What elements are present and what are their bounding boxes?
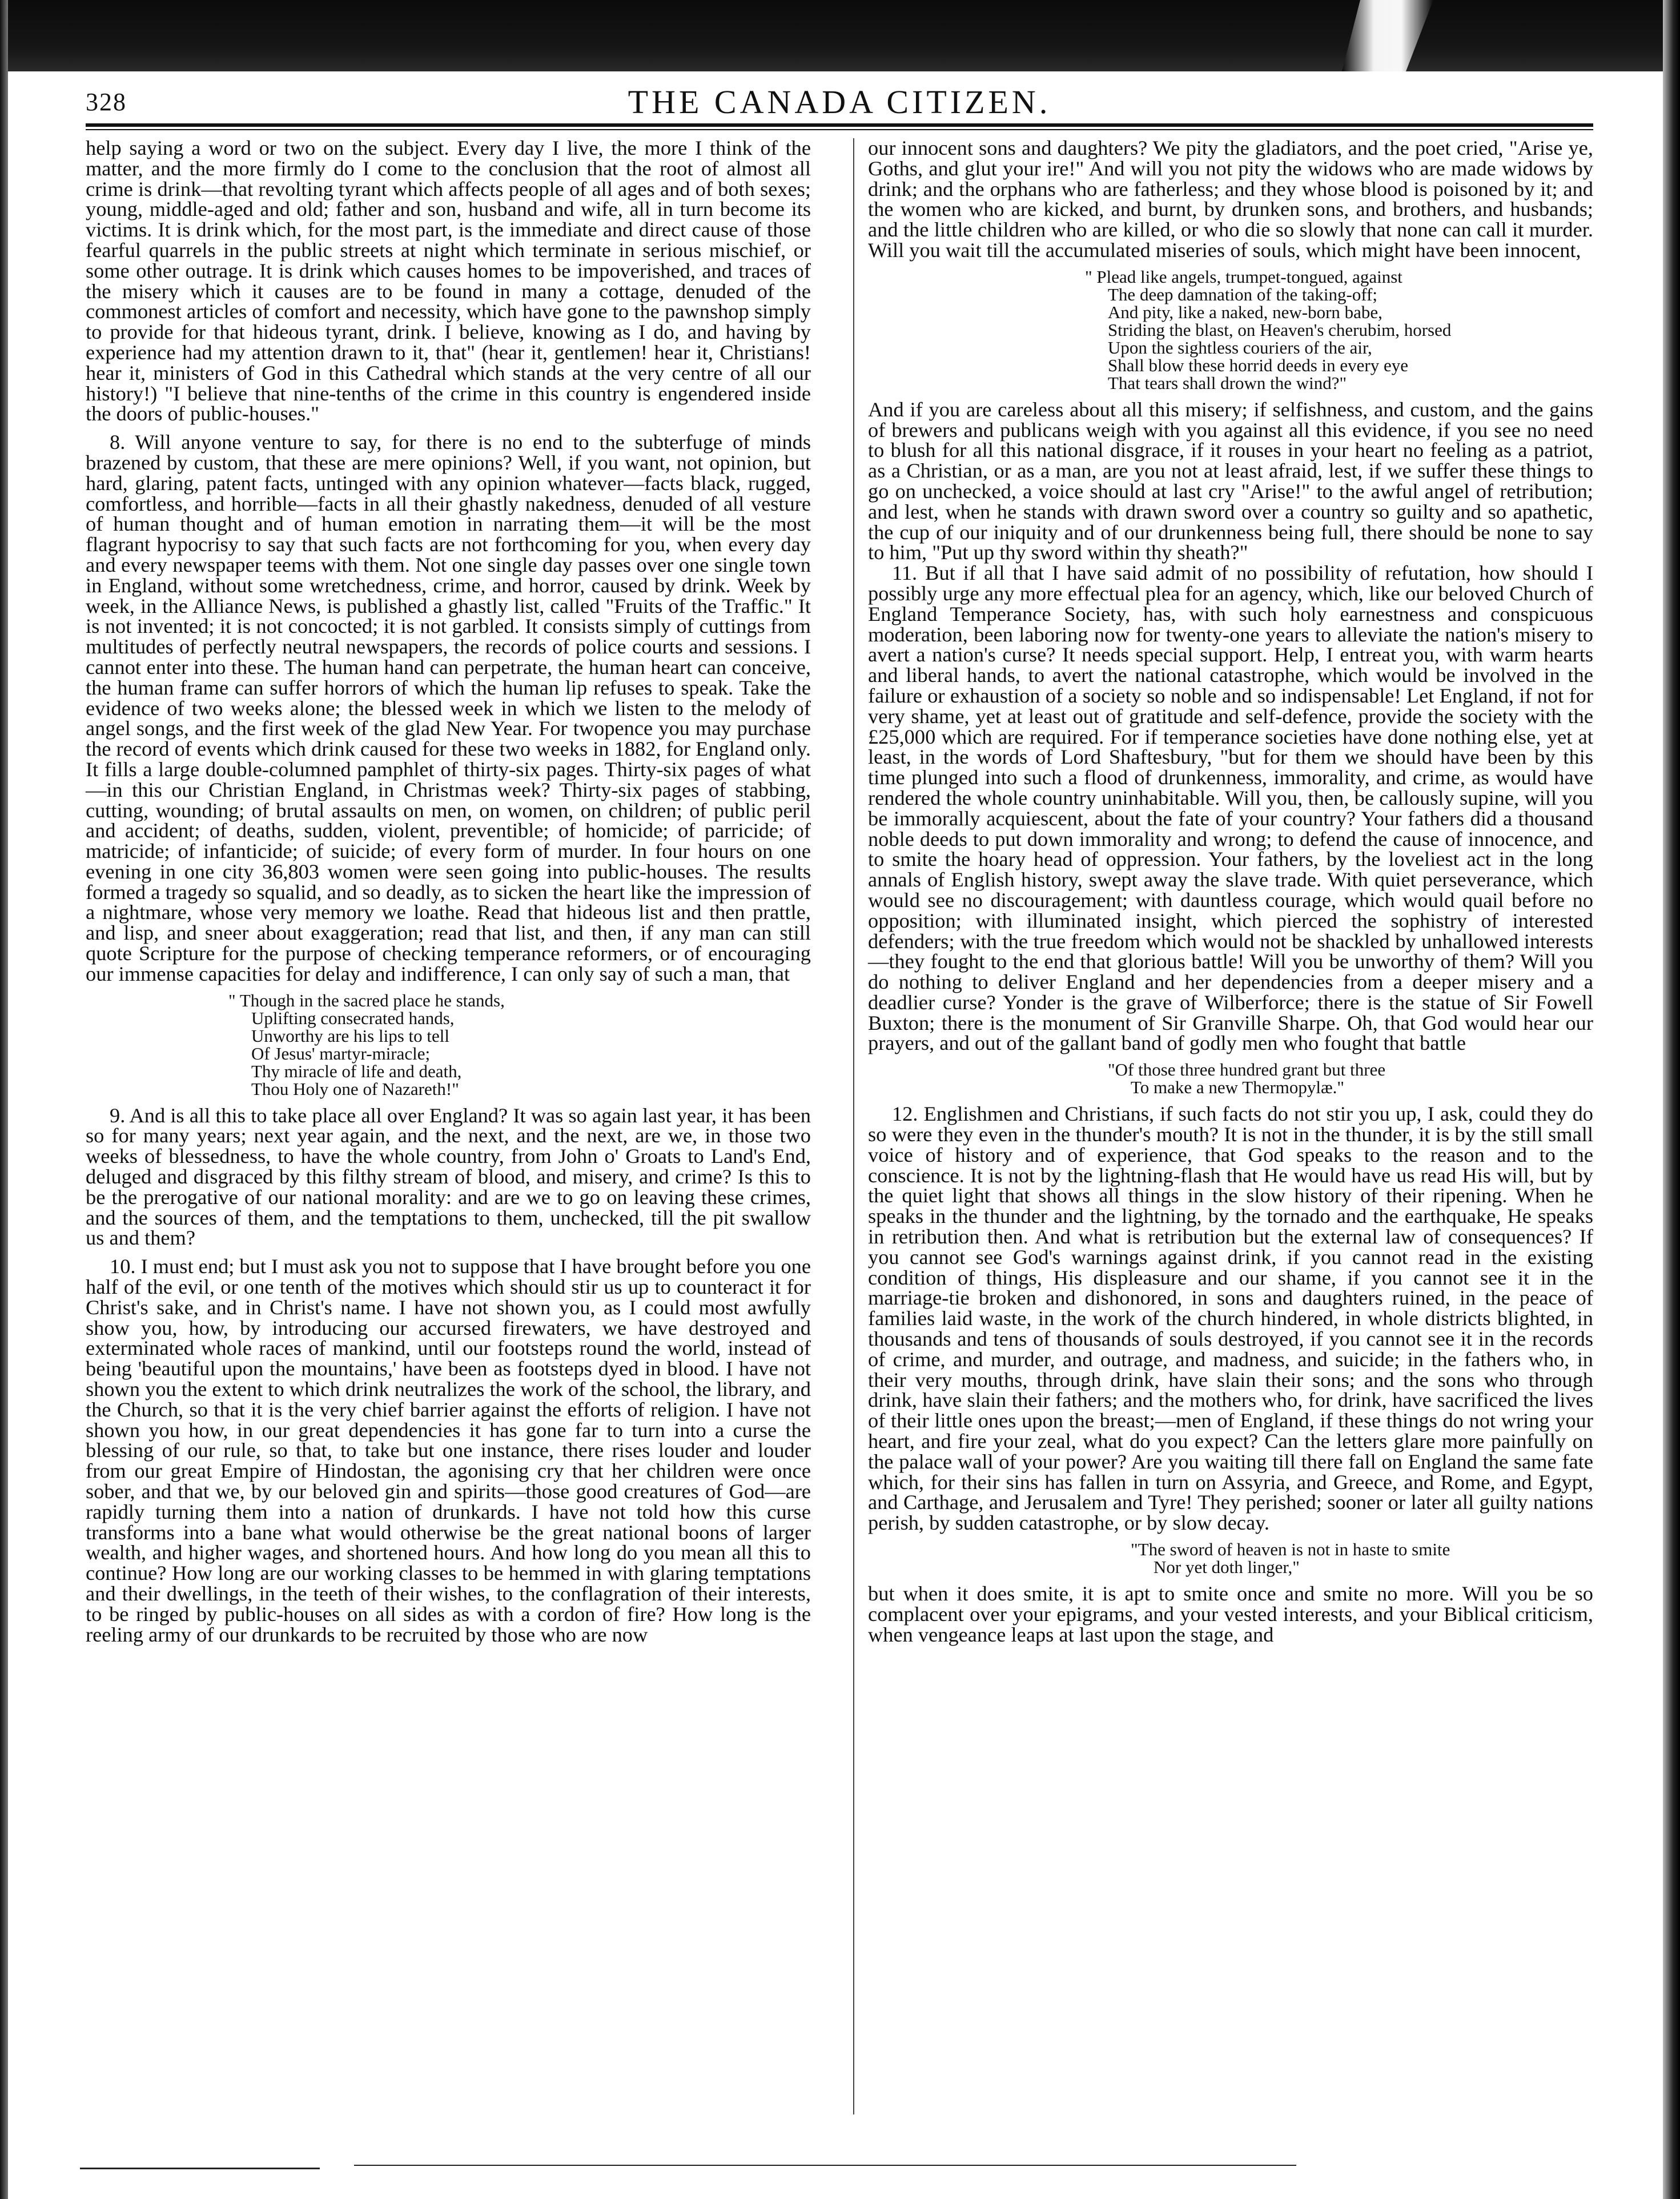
verse-quotation bbox=[868, 268, 1593, 392]
paragraph-continued: And if you are careless about all this misery; if selfishness, and custom, and the gains of brewers and publicans weigh with you against all this evidence, if you see no need to blush for all this national disgrace, if it rouses in your heart no feeling as a patriot, as a Christian, or as a man, are you not at least afraid, lest, if we suffer these things to go on unchecked, a voice should at last cry "Arise!" to the awful angel of retribution; and lest, when he stands with drawn sword over a country so guilty and so apathetic, the cup of our iniquity and of our drunkenness being full, there should be none to say to him, "Put up thy sword within thy sheath?" bbox=[868, 398, 1593, 564]
paragraph-11: 11. But if all that I have said admit of no possibility of refutation, how should I possibly urge any more effectual plea for an agency, which, like our beloved Church of England Temperance Society, has, with such holy earnestness and conspicuous moderation, been laboring now for twenty-one years to alleviate the nation's misery to avert a nation's curse? It needs special support. Help, I entreat you, with warm hearts and liberal hands, to avert the national catastrophe, which would be involved in the failure or exhaustion of a society so noble and so indispensable! Let England, if not for very shame, yet at least out of gratitude and self-defence, provide the society with the £25,000 which are required. For if temperance societies have done nothing else, yet at least, in the words of Lord Shaftesbury, "but for them we should have been by this time plunged into such a flood of drunkenness, immorality, and crime, as would have rendered the whole country uninhabitable. Will you, then, be callously supine, will you be immorally acquiescent, about the fate of your country? Your fathers did a thousand noble deeds to put down immorality and wrong; to defend the cause of innocence, and to smite the hoary head of oppression. Your fathers, by the loveliest act in the long annals of English history, swept away the slave trade. With quiet perseverance, which would see no discouragement; with dauntless courage, which would quail before no opposition; with illuminated insight, which pierced the sophistry of interested defenders; with the true freedom which would not be shackled by unhallowed interests—they fought to the end that glorious battle! Will you be unworthy of them? Will you do nothing to deliver England and her dependencies from a deeper misery and a deadlier curse? Yonder is the grave of Wilberforce; there is the statue of Sir Fowell Buxton; there is the monument of Sir Granville Sharpe. Oh, that God would hear our prayers, and out of the gallant band of godly men who fought that battle bbox=[868, 561, 1593, 1055]
footer-rule bbox=[80, 2168, 320, 2169]
scan-dark-border-left bbox=[0, 0, 8, 2199]
footer-rule bbox=[354, 2165, 1296, 2166]
scan-torn-edge bbox=[1342, 0, 1433, 71]
header-rule bbox=[86, 123, 1593, 130]
verse-line: Striding the blast, on Heaven's cherubim, horsed bbox=[1108, 319, 1452, 340]
right-column bbox=[868, 138, 1593, 1645]
verse-line: Nor yet doth linger," bbox=[1154, 1557, 1300, 1578]
left-column bbox=[86, 138, 811, 1645]
page-header bbox=[86, 83, 1593, 129]
verse-line: "The sword of heaven is not in haste to smite bbox=[1131, 1539, 1450, 1560]
verse-line: Of Jesus' martyr-miracle; bbox=[251, 1043, 431, 1064]
column-divider bbox=[853, 138, 854, 2114]
verse-line: Uplifting consecrated hands, bbox=[251, 1008, 455, 1028]
verse-line: " Plead like angels, trumpet-tongued, against bbox=[1085, 266, 1402, 287]
verse-line: And pity, like a naked, new-born babe, bbox=[1108, 302, 1382, 322]
paragraph-8: 8. Will anyone venture to say, for there is no end to the subterfuge of minds brazened by custom, that these are mere opinions? Well, if you want, not opinion, but hard, glaring, patent facts, untinged with any opinion whatever—facts black, rugged, comfortless, and horrible—facts in all their ghastly nakedness, denuded of all vesture of human thought and of human emotion in narrating them—it will be the most flagrant hypocrisy to say that such facts are not forthcoming for you, when every day and every newspaper teems with them. Not one single day passes over one single town in England, without some wretchedness, crime, and horror, caused by drink. Week by week, in the Alliance News, is published a ghastly list, called "Fruits of the Traffic." It is not invented; it is not concocted; it is not garbled. It consists simply of cuttings from multitudes of perfectly neutral newspapers, the records of police courts and sessions. I cannot enter into these. The human hand can perpetrate, the human heart can conceive, the human frame can suffer horrors of which the human lip refuses to speak. Take the evidence of two weeks alone; the blessed week in which we listen to the melody of angel songs, and the first week of the glad New Year. For twopence you may purchase the record of events which drink caused for these two weeks in 1882, for England only. It fills a large double-columned pamphlet of thirty-six pages. Thirty-six pages of what—in this our Christian England, in Christmas week? Thirty-six pages of stabbing, cutting, wounding; of brutal assaults on men, on women, on children; of public peril and accident; of deaths, sudden, violent, preventible; of homicide; of parricide; of matricide; of infanticide; of suicide; of every form of murder. In four hours on one evening in one city 36,803 women were seen going into public-houses. The results formed a tragedy so squalid, and so deadly, as to sicken the heart like the impression of a nightmare, whose very memory we loathe. Read that hideous list and then prattle, and lisp, and sneer about exaggeration; read that list, and then, if any man can still quote Scripture for the purpose of checking temperance reformers, or of encouraging our immense capacities for delay and indifference, I can only say of such a man, that bbox=[86, 431, 811, 985]
masthead-title: THE CANADA CITIZEN. bbox=[628, 83, 1051, 121]
verse-line: To make a new Thermopylæ." bbox=[1131, 1077, 1345, 1098]
page-number: 328 bbox=[86, 88, 127, 116]
verse-quotation bbox=[86, 992, 811, 1098]
scan-dark-border-top bbox=[0, 0, 1680, 71]
verse-line: The deep damnation of the taking-off; bbox=[1108, 284, 1378, 304]
verse-line: Upon the sightless couriers of the air, bbox=[1108, 337, 1372, 358]
paragraph-12: 12. Englishmen and Christians, if such facts do not stir you up, I ask, could they do so were they even in the thunder's mouth? It is not in the thunder, it is by the still small voice of history and of experience, that God speaks to the reason and to the conscience. It is not by the lightning-flash that He would have us read His will, but by the quiet light that shows all things in the slow history of their ripening. When he speaks in the thunder and the lightning, by the tornado and the earthquake, He speaks in retribution then. And what is retribution but the external law of consequences? If you cannot see God's warnings against drink, if you cannot read in the existing condition of things, His displeasure and our shame, if you cannot see it in the marriage-tie broken and dishonored, in sons and daughters ruined, in the peace of families laid waste, in the work of the church hindered, in whole districts blighted, in thousands and tens of thousands of souls destroyed, if you cannot see it in the records of crime, and murder, and outrage, and madness, and suicide; in the fathers who, in their very mouths, through drink, have slain their sons; and the sons who through drink, have slain their fathers; and the mothers who, for drink, have sacrificed the lives of their little ones upon the breast;—men of England, if these things do not wring your heart, and fire your zeal, what do you expect? Can the letters glare more painfully on the palace wall of your power? Are you waiting till there fall on England the same fate which, for their sins has fallen in turn on Assyria, and Greece, and Rome, and Egypt, and Carthage, and Jerusalem and Tyre! They perished; sooner or later all guilty nations perish, by sudden catastrophe, or by slow decay. bbox=[868, 1102, 1593, 1535]
verse-line: Unworthy are his lips to tell bbox=[251, 1025, 449, 1046]
verse-line: Shall blow these horrid deeds in every eye bbox=[1108, 355, 1408, 375]
paragraph-continued: help saying a word or two on the subject. Every day I live, the more I think of the matter, and the more firmly do I come to the conclusion that the root of almost all crime is drink—that revolting tyrant which affects people of all ages and of both sexes; young, middle-aged and old; father and son, husband and wife, all in turn become its victims. It is drink which, for the most part, is the immediate and direct cause of those fearful quarrels in the public streets at night which terminate in serious mischief, or some other outrage. It is drink which causes homes to be impoverished, and traces of the misery which it causes are to be found in many a cottage, denuded of the commonest articles of comfort and necessity, which have gone to the pawnshop simply to provide for that hideous tyrant, drink. I believe, knowing as I do, and having by experience had my attention drawn to it, that" (hear it, gentlemen! hear it, Christians! hear it, ministers of God in this Cathedral which stands at the very centre of all our history!) "I believe that nine-tenths of the crime in this country is engendered inside the doors of public-houses." bbox=[86, 137, 811, 426]
verse-line: " Though in the sacred place he stands, bbox=[228, 990, 505, 1010]
verse-line: "Of those three hundred grant but three bbox=[1108, 1060, 1386, 1080]
verse-line: Thou Holy one of Nazareth!" bbox=[251, 1078, 459, 1099]
verse-quotation bbox=[868, 1540, 1593, 1576]
scan-dark-border-right bbox=[1663, 0, 1680, 2199]
paragraph-continued: but when it does smite, it is apt to smite once and smite no more. Will you be so complacent over your epigrams, and your vested interests, and your Biblical criticism, when vengeance leaps at last upon the stage, and bbox=[868, 1582, 1593, 1646]
verse-line: Thy miracle of life and death, bbox=[251, 1061, 462, 1081]
paragraph-9: 9. And is all this to take place all over England? It was so again last year, it has been so for many years; next year again, and the next, and the next, are we, in those two weeks of blessedness, to have the whole country, from John o' Groats to Land's End, deluged and disgraced by this filthy stream of blood, and misery, and crime? Is this to be the prerogative of our national morality: and are we to go on leaving these crimes, and the sources of them, and the temptations to them, unchecked, till the pit swallow us and them? bbox=[86, 1103, 811, 1250]
verse-line: That tears shall drown the wind?" bbox=[1108, 372, 1347, 393]
paragraph-10: 10. I must end; but I must ask you not to suppose that I have brought before you one half of the evil, or one tenth of the motives which should stir us up to counteract it for Christ's sake, and in Christ's name. I have not shown you, as I could most awfully show you, how, by introducing our accursed firewaters, we have destroyed and exterminated whole races of mankind, until our footsteps round the world, instead of being 'beautiful upon the mountains,' have been as footsteps dyed in blood. I have not shown you the extent to which drink neutralizes the work of the school, the library, and the Church, so that it is the very chief barrier against the efforts of religion. I have not shown you how, in our great dependencies it has gone far to turn into a curse the blessing of our rule, so that, to take but one instance, there rises louder and louder from our great Empire of Hindostan, the agonising cry that her children were once sober, and that we, by our beloved gin and spirits—those good creatures of God—are rapidly turning them into a nation of drunkards. I have not told how this curse transforms into a bane what would otherwise be the great national boons of larger wealth, and higher wages, and shortened hours. And how long do you mean all this to continue? How long are our working classes to be hemmed in with glaring temptations and their dwellings, in the teeth of their wishes, to the conflagration of their interests, to be ringed by public-houses on all sides as with a cordon of fire? How long is the reeling army of our drunkards to be recruited by those who are now bbox=[86, 1255, 811, 1646]
verse-quotation bbox=[868, 1061, 1593, 1096]
paragraph-continued: our innocent sons and daughters? We pity the gladiators, and the poet cried, "Arise ye, Goths, and glut your ire!" And will you not pity the widows who are made widows by drink; and the orphans who are fatherless; and they whose blood is poisoned by it; and the women who are kicked, and burnt, by drunken sons, and brothers, and husbands; and the little children who are killed, or who die so slowly that none can call it murder. Will you wait till the accumulated miseries of souls, which might have been innocent, bbox=[868, 137, 1593, 262]
